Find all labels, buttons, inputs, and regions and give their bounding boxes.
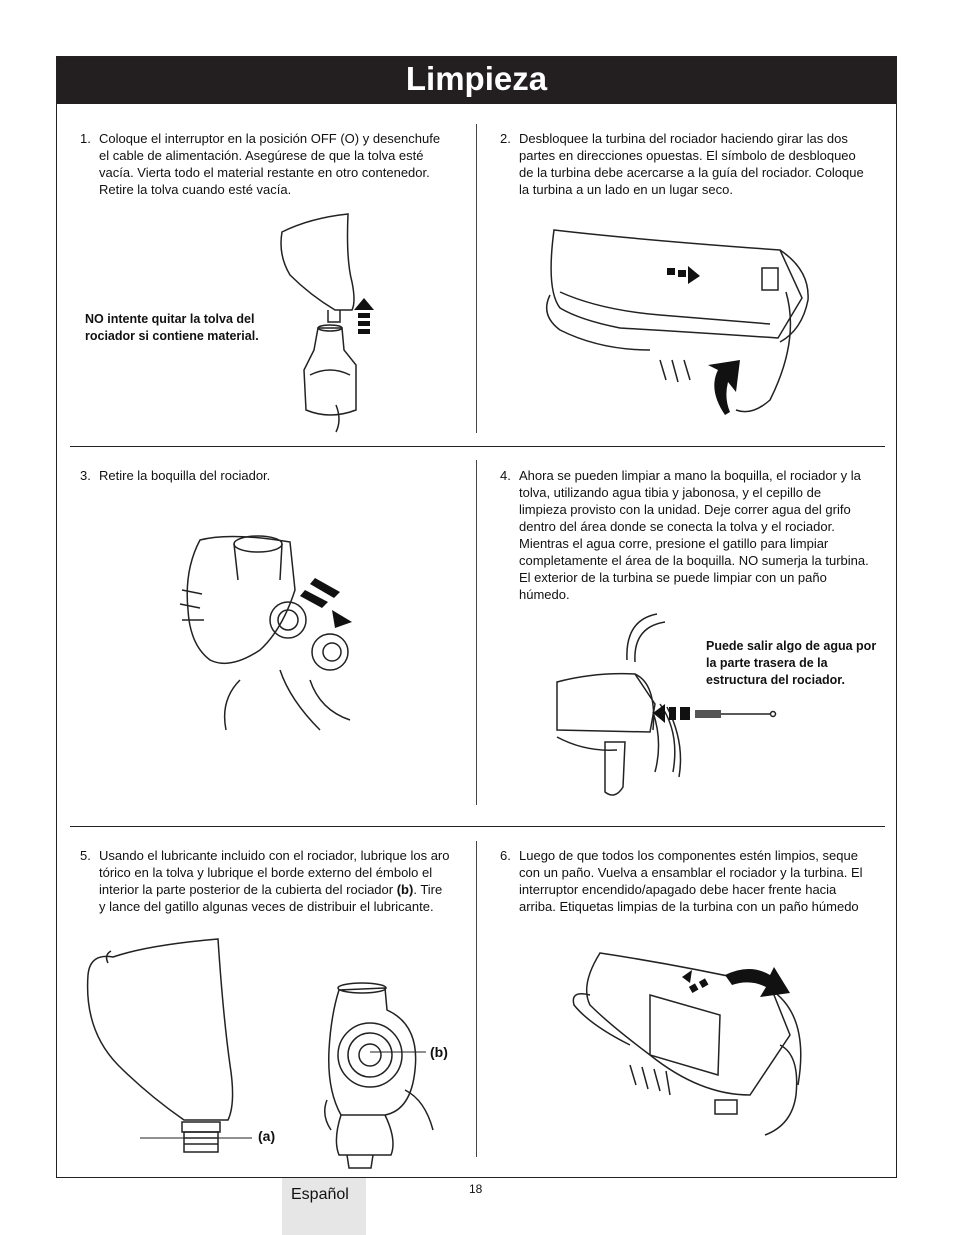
step-4: [500, 467, 870, 603]
step-number: 6.: [500, 848, 511, 863]
step-1: [80, 130, 450, 198]
step-text: Coloque el interruptor en la posición OFF (O) y desenchufe el cable de alimentación. Asegúrese de que la tolva esté vacía. Vierta todo el material restante en otro contenedor. Retire la tolva cuando esté vacía.: [99, 131, 441, 197]
step-3: [80, 467, 450, 484]
step-number: 4.: [500, 468, 511, 483]
hopper-warning-note: NO intente quitar la tolva del rociador si contiene material.: [85, 312, 259, 343]
step-text-after: . Tire y lance del gatillo algunas veces de distribuir el lubricante.: [99, 882, 443, 914]
column-divider-1: [476, 124, 477, 433]
step-text: Luego de que todos los componentes estén limpios, seque con un paño. Vuelva a ensamblar el rociador y la turbina. El interruptor encendido/apagado debe hacer frente hacia arriba. Etiquetas limpias de la turbina con un paño húmedo: [519, 848, 863, 914]
water-note: Puede salir algo de agua por la parte trasera de la estructura del rociador.: [706, 639, 877, 687]
label-b: (b): [430, 1044, 448, 1060]
step-number: 5.: [80, 848, 91, 863]
step-text-before: Usando el lubricante incluido con el rociador, lubrique los aro tórico en la tolva y lubrique el borde externo del émbolo el interior la parte posterior de la cubierta del rociador: [99, 848, 450, 897]
step-text: [99, 847, 450, 915]
reassembly-illustration: [560, 945, 830, 1145]
hopper-lubrication-illustration: [78, 935, 248, 1160]
page-title: Limpieza: [405, 60, 548, 97]
step-6: [500, 847, 870, 915]
language-tab: [282, 1178, 366, 1235]
sprayer-lubrication-illustration: [325, 980, 445, 1170]
title-bar: [57, 57, 896, 104]
leader-line-a: [140, 1130, 260, 1150]
leader-line-b: [370, 1047, 430, 1057]
step-text: Retire la boquilla del rociador.: [99, 468, 271, 483]
step-number: 1.: [80, 131, 91, 146]
step-number: 2.: [500, 131, 511, 146]
row-divider-1: [70, 446, 885, 447]
column-divider-3: [476, 841, 477, 1157]
rinse-illustration: [545, 612, 785, 802]
row-divider-2: [70, 826, 885, 827]
step-number: 3.: [80, 468, 91, 483]
label-a: (a): [258, 1128, 276, 1144]
nozzle-removal-illustration: [170, 530, 370, 740]
step-text: Desbloquee la turbina del rociador haciendo girar las dos partes en direcciones opuestas. El símbolo de desbloqueo de la turbina debe acercarse a la guía del rociador. Coloque la turbina a un lado en un lugar seco.: [519, 131, 864, 197]
turbine-unlock-illustration: [540, 220, 830, 420]
step-text: Ahora se pueden limpiar a mano la boquilla, el rociador y la tolva, utilizando agua tibia y jabonosa, y el cepillo de limpieza provisto con la unidad. Deje correr agua del grifo dentro del área donde se conecta la tolva y el rociador. Mientras el agua corre, presione el gatillo para limpiar completamente el área de la boquilla. NO sumerja la turbina. El exterior de la turbina se puede limpiar con un paño húmedo.: [519, 468, 869, 602]
step-text-bold: (b): [396, 882, 414, 897]
language-label: Español: [291, 1186, 349, 1203]
step-2: [500, 130, 870, 198]
page-number: 18: [469, 1182, 483, 1196]
step-5: [80, 847, 450, 915]
hopper-removal-illustration: [270, 210, 390, 435]
column-divider-2: [476, 460, 477, 805]
